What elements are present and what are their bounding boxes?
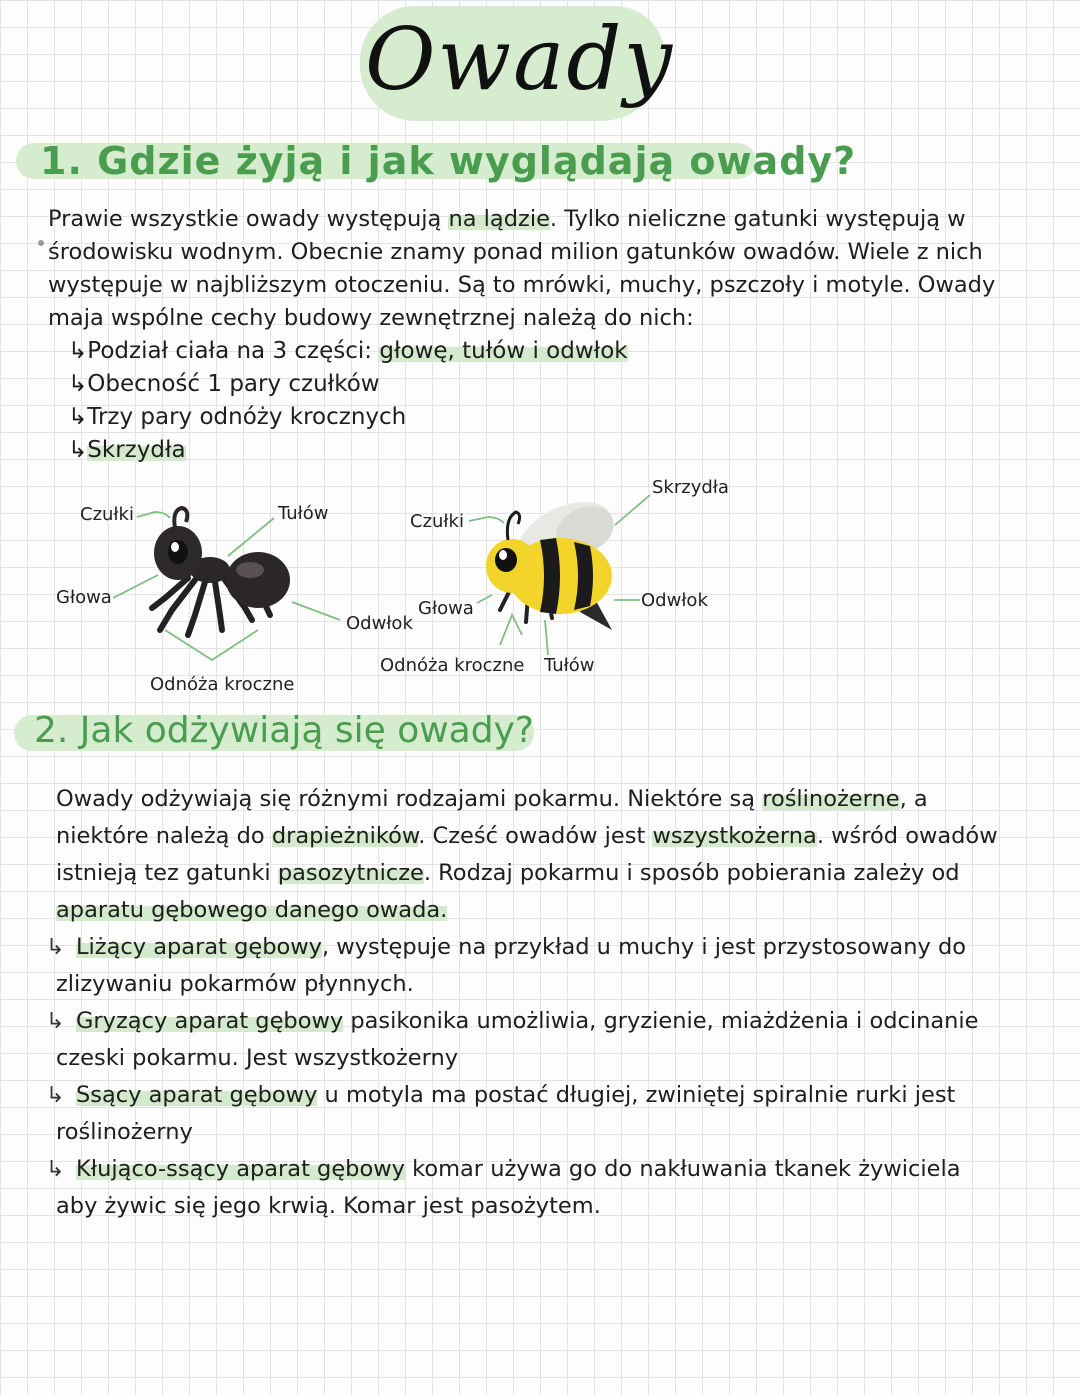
bee-label-head: Głowa xyxy=(418,598,474,619)
text: , a xyxy=(899,786,928,812)
ant-label-thorax: Tułów xyxy=(278,503,329,524)
list-item xyxy=(68,335,628,368)
page-title: Owady xyxy=(365,10,675,110)
section-1-heading: 1. Gdzie żyją i jak wyglądają owady? xyxy=(40,139,857,183)
text: istnieją tez gatunki xyxy=(56,860,278,886)
bee-label-abdomen: Odwłok xyxy=(641,590,708,611)
text: . Cześć owadów jest xyxy=(418,823,653,849)
text: zlizywaniu pokarmów płynnych. xyxy=(56,971,414,997)
list-item xyxy=(68,368,628,401)
text: u motyla ma postać długiej, zwiniętej spiralnie rurki jest xyxy=(317,1082,956,1108)
text: . wśród owadów xyxy=(816,823,998,849)
list-item xyxy=(46,929,998,966)
text: maja wspólne cechy budowy zewnętrznej należą do nich: xyxy=(48,305,694,331)
ant-label-antennae: Czułki xyxy=(80,504,134,525)
arrow-icon: ↳ xyxy=(68,371,88,397)
text: czeski pokarmu. Jest wszystkożerny xyxy=(56,1045,459,1071)
highlight-parasites: pasozytnicze xyxy=(277,860,424,886)
feature-list xyxy=(68,335,628,467)
text: komar używa go do nakłuwania tkanek żywiciela xyxy=(404,1156,961,1182)
highlight-mouthparts: aparatu gębowego danego owada. xyxy=(56,897,448,923)
text: występuje w najbliższym otoczeniu. Są to mrówki, muchy, pszczoły i motyle. Owady xyxy=(48,272,996,298)
arrow-icon: ↳ xyxy=(46,935,65,960)
text: roślinożerny xyxy=(56,1119,193,1145)
list-item-text: Skrzydła xyxy=(87,437,186,463)
list-item-text: Trzy pary odnóży krocznych xyxy=(87,404,407,430)
highlight-predators: drapieżników xyxy=(271,823,419,849)
section-2-paragraph xyxy=(46,781,998,1225)
list-item xyxy=(68,401,628,434)
section-2-heading: 2. Jak odżywiają się owady? xyxy=(34,710,534,751)
list-item xyxy=(46,1077,998,1114)
bee-label-thorax: Tułów xyxy=(544,655,595,676)
ant-label-abdomen: Odwłok xyxy=(346,613,413,634)
text: środowisku wodnym. Obecnie znamy ponad milion gatunków owadów. Wiele z nich xyxy=(48,239,983,265)
arrow-icon: ↳ xyxy=(68,338,88,364)
text: Prawie wszystkie owady występują xyxy=(48,206,449,232)
highlight-item-title: Ssący aparat gębowy xyxy=(76,1082,318,1108)
highlight-omnivores: wszystkożerna xyxy=(652,823,817,849)
list-item xyxy=(46,1003,998,1040)
ant-illustration xyxy=(152,508,290,635)
highlight-body-parts: głowę, tułów i odwłok xyxy=(379,338,628,364)
list-item xyxy=(46,1151,998,1188)
arrow-icon: ↳ xyxy=(46,1083,65,1108)
bee-label-antennae: Czułki xyxy=(410,511,464,532)
highlight-herbivores: roślinożerne xyxy=(762,786,900,812)
margin-dot xyxy=(38,240,44,246)
arrow-icon: ↳ xyxy=(68,437,88,463)
text: . Tylko nieliczne gatunki występują w xyxy=(549,206,966,232)
highlight-item-title: Gryzący aparat gębowy xyxy=(76,1008,344,1034)
ant-label-head: Głowa xyxy=(56,587,112,608)
highlight-item-title: Kłująco-ssący aparat gębowy xyxy=(76,1156,405,1182)
text: niektóre należą do xyxy=(56,823,272,849)
highlight-item-title: Liżący aparat gębowy xyxy=(76,934,322,960)
text: aby żywic się jego krwią. Komar jest pasożytem. xyxy=(56,1193,601,1219)
bee-label-legs: Odnóża kroczne xyxy=(380,655,525,676)
ant-label-legs: Odnóża kroczne xyxy=(150,674,295,695)
text: . Rodzaj pokarmu i sposób pobierania zależy od xyxy=(423,860,960,886)
text: pasikonika umożliwia, gryzienie, miażdżenia i odcinanie xyxy=(343,1008,979,1034)
arrow-icon: ↳ xyxy=(68,404,88,430)
text: , występuje na przykład u muchy i jest przystosowany do xyxy=(321,934,966,960)
list-item-text: Obecność 1 pary czułków xyxy=(87,371,380,397)
list-item-text: Podział ciała na 3 części: xyxy=(87,338,380,364)
bee-illustration xyxy=(486,488,622,630)
list-item xyxy=(68,434,628,467)
arrow-icon: ↳ xyxy=(46,1157,65,1182)
arrow-icon: ↳ xyxy=(46,1009,65,1034)
section-1-paragraph xyxy=(48,203,995,335)
bee-label-wings: Skrzydła xyxy=(652,477,729,498)
highlight-land: na lądzie xyxy=(448,206,550,232)
text: Owady odżywiają się różnymi rodzajami pokarmu. Niektóre są xyxy=(56,786,763,812)
